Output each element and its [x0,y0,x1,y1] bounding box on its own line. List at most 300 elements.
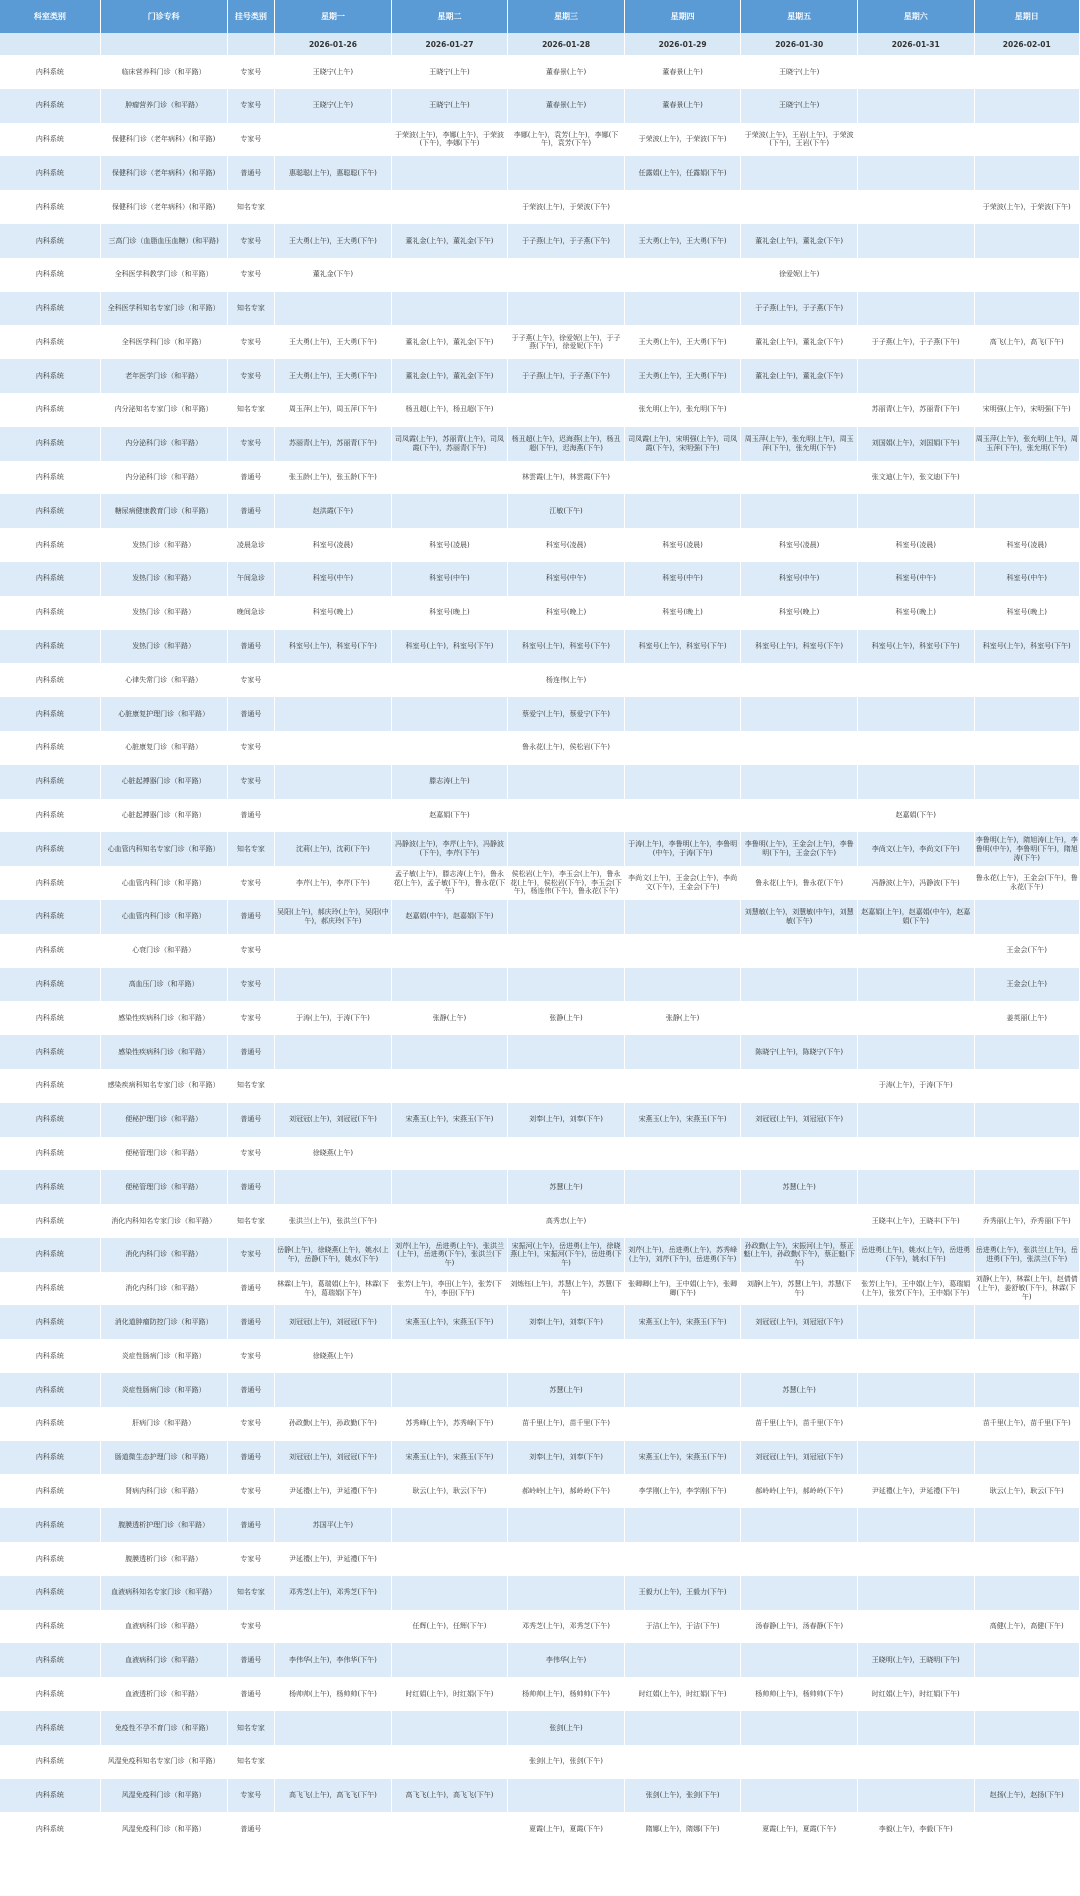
sunday-cell [974,1643,1079,1677]
friday-cell: 刘慧敏(上午)，刘慧敏(中午)，刘慧敏(下午) [741,900,858,934]
tuesday-cell: 苏秀峰(上午)，苏秀峰(下午) [391,1407,508,1441]
thursday-cell [624,1339,741,1373]
monday-cell: 林霖(上午)，葛瑞娟(上午)，林霖(下午)，葛瑞娟(下午) [275,1272,392,1306]
ticket-type-cell: 专家号 [227,934,275,968]
clinic-name-cell: 消化内科知名专家门诊（和平路） [100,1204,227,1238]
tuesday-cell [391,156,508,190]
ticket-type-cell: 专家号 [227,1137,275,1171]
friday-header: 星期五 [741,0,858,33]
ticket-type-cell: 知名专家 [227,292,275,326]
department-cell: 内科系统 [0,427,100,461]
empty-cell [0,1846,100,1884]
department-cell: 内科系统 [0,934,100,968]
saturday-cell [857,1137,974,1171]
wednesday-cell: 刘炼钰(上午)，苏慧(上午)，苏慧(下午) [508,1272,625,1306]
ticket-type-cell: 专家号 [227,258,275,292]
thursday-cell [624,731,741,765]
department-cell: 内科系统 [0,1238,100,1272]
sunday-cell [974,224,1079,258]
friday-cell [741,190,858,224]
clinic-name-cell: 便秘护理门诊（和平路） [100,1103,227,1137]
thursday-cell: 张允明(上午)，张允明(下午) [624,393,741,427]
saturday-cell [857,1711,974,1745]
friday-cell: 董礼金(上午)，董礼金(下午) [741,325,858,359]
thursday-cell [624,663,741,697]
saturday-cell [857,1001,974,1035]
thursday-cell [624,900,741,934]
sunday-cell [974,292,1079,326]
thursday-cell [624,1745,741,1779]
wednesday-cell [508,832,625,866]
sunday-cell [974,1711,1079,1745]
clinic-name-cell: 肝病门诊（和平路） [100,1407,227,1441]
tuesday-cell: 董礼金(上午)，董礼金(下午) [391,359,508,393]
monday-cell: 苏国平(上午) [275,1508,392,1542]
ticket-type-cell: 专家号 [227,1542,275,1576]
monday-cell [275,765,392,799]
saturday-cell: 李尚文(上午)，李尚文(下午) [857,832,974,866]
saturday-cell: 于子燕(上午)，于子燕(下午) [857,325,974,359]
monday-cell [275,731,392,765]
friday-cell: 刘静(上午)，苏慧(上午)，苏慧(下午) [741,1272,858,1306]
table-row [0,359,1080,393]
sunday-cell [974,1170,1079,1204]
clinic-name-cell: 心衰门诊（和平路） [100,934,227,968]
friday-cell: 苏慧(上午) [741,1170,858,1204]
wednesday-cell: 江敏(下午) [508,494,625,528]
clinic-name-cell: 感染疾病科知名专家门诊（和平路） [100,1069,227,1103]
clinic-name-cell: 发热门诊（和平路） [100,630,227,664]
tuesday-cell [391,292,508,326]
monday-cell: 刘冠冠(上午)，刘冠冠(下午) [275,1305,392,1339]
monday-cell: 周玉萍(上午)，周玉萍(下午) [275,393,392,427]
table-row [0,1474,1080,1508]
ticket-type-cell: 专家号 [227,89,275,123]
clinic-name-cell: 全科医学科门诊（和平路） [100,325,227,359]
monday-cell [275,1745,392,1779]
wednesday-cell: 董春景(上午) [508,89,625,123]
tuesday-cell: 孟子敏(上午)，滕志涛(上午)，鲁永花(上午)，孟子敏(下午)，鲁永花(下午) [391,866,508,900]
wednesday-cell [508,765,625,799]
tuesday-cell: 高飞飞(上午)，高飞飞(下午) [391,1779,508,1813]
date-cell: 2026-02-01 [974,33,1079,55]
clinic-name-cell: 内分泌科门诊（和平路） [100,427,227,461]
department-cell: 内科系统 [0,1204,100,1238]
monday-cell: 张玉龄(上午)，张玉龄(下午) [275,461,392,495]
department-cell: 内科系统 [0,1137,100,1171]
thursday-cell: 于洁(上午)，于洁(下午) [624,1610,741,1644]
ticket-type-cell: 专家号 [227,427,275,461]
wednesday-cell: 张剑(上午) [508,1711,625,1745]
thursday-cell [624,1069,741,1103]
thursday-cell: 李学刚(上午)，李学刚(下午) [624,1474,741,1508]
department-cell: 内科系统 [0,1812,100,1846]
wednesday-cell: 科室号(上午)，科室号(下午) [508,630,625,664]
tuesday-cell [391,1339,508,1373]
friday-cell: 科室号(晚上) [741,596,858,630]
department-cell: 内科系统 [0,832,100,866]
saturday-cell [857,1407,974,1441]
clinic-name-cell: 消化内科门诊（和平路） [100,1238,227,1272]
date-cell: 2026-01-27 [391,33,508,55]
tuesday-cell: 科室号(晚上) [391,596,508,630]
friday-cell [741,461,858,495]
monday-cell [275,663,392,697]
ticket-type-cell: 专家号 [227,1779,275,1813]
monday-cell: 李芹(上午)，李芹(下午) [275,866,392,900]
clinic-name-cell: 腹膜透析护理门诊（和平路） [100,1508,227,1542]
ticket-type-header: 挂号类别 [227,0,275,33]
monday-cell [275,968,392,1002]
monday-cell [275,1373,392,1407]
date-cell: 2026-01-30 [741,33,858,55]
tuesday-cell: 耿云(上午)，耿云(下午) [391,1474,508,1508]
table-row [0,1137,1080,1171]
table-row [0,258,1080,292]
tuesday-cell [391,697,508,731]
monday-cell: 惠聪聪(上午)，惠聪聪(下午) [275,156,392,190]
thursday-cell: 董春景(上午) [624,89,741,123]
wednesday-cell: 张剑(上午)，张剑(下午) [508,1745,625,1779]
friday-cell [741,697,858,731]
department-cell: 内科系统 [0,1069,100,1103]
clinic-name-cell: 肾病内科门诊（和平路） [100,1474,227,1508]
sunday-cell [974,1305,1079,1339]
wednesday-cell: 邓秀芝(上午)，邓秀芝(下午) [508,1610,625,1644]
wednesday-cell [508,1035,625,1069]
tuesday-cell [391,1745,508,1779]
tuesday-cell [391,1204,508,1238]
table-row [0,123,1080,157]
wednesday-cell: 刘奉(上午)，刘奉(下午) [508,1103,625,1137]
monday-cell: 王大勇(上午)，王大勇(下午) [275,325,392,359]
monday-cell [275,190,392,224]
department-cell: 内科系统 [0,596,100,630]
tuesday-cell: 王晓宁(上午) [391,89,508,123]
tuesday-cell [391,1373,508,1407]
friday-cell: 科室号(中午) [741,562,858,596]
saturday-cell: 尹延禮(上午)，尹延禮(下午) [857,1474,974,1508]
sunday-cell: 鲁永花(上午)，王金会(下午)，鲁永花(下午) [974,866,1079,900]
sunday-cell [974,1069,1079,1103]
ticket-type-cell: 普通号 [227,799,275,833]
ticket-type-cell: 专家号 [227,1407,275,1441]
wednesday-cell: 蔡爱宁(上午)，蔡爱宁(下午) [508,697,625,731]
department-cell: 内科系统 [0,1339,100,1373]
monday-cell [275,123,392,157]
department-cell: 内科系统 [0,258,100,292]
friday-cell: 苗千里(上午)，苗千里(下午) [741,1407,858,1441]
department-cell: 内科系统 [0,1272,100,1306]
table-row [0,292,1080,326]
department-cell: 内科系统 [0,968,100,1002]
clinic-name-cell: 高血压门诊（和平路） [100,968,227,1002]
sunday-cell: 高健(上午)，高健(下午) [974,1610,1079,1644]
thursday-cell: 司凤霞(上午)，宋明强(上午)，司凤霞(下午)，宋明强(下午) [624,427,741,461]
clinic-name-cell: 心血管内科门诊（和平路） [100,866,227,900]
ticket-type-cell: 专家号 [227,1339,275,1373]
monday-cell: 高飞飞(上午)，高飞飞(下午) [275,1779,392,1813]
friday-cell: 于子燕(上午)，于子燕(下午) [741,292,858,326]
thursday-cell: 于涛(上午)，李鲁明(上午)，李鲁明(中午)，于涛(下午) [624,832,741,866]
saturday-cell: 时红娟(上午)，时红娟(下午) [857,1677,974,1711]
saturday-cell [857,359,974,393]
ticket-type-cell: 专家号 [227,866,275,900]
wednesday-cell [508,1069,625,1103]
tuesday-cell [391,258,508,292]
date-cell [100,33,227,55]
tuesday-cell [391,1137,508,1171]
date-cell: 2026-01-26 [275,33,392,55]
wednesday-cell: 高秀忠(上午) [508,1204,625,1238]
tuesday-cell [391,663,508,697]
monday-cell: 赵洪霞(下午) [275,494,392,528]
friday-cell [741,1643,858,1677]
sunday-cell [974,799,1079,833]
clinic-name-cell: 心脏康复护理门诊（和平路） [100,697,227,731]
clinic-name-cell: 肿瘤营养门诊（和平路） [100,89,227,123]
clinic-name-cell: 血液病科知名专家门诊（和平路） [100,1576,227,1610]
sunday-cell [974,156,1079,190]
clinic-name-cell: 感染性疾病科门诊（和平路） [100,1035,227,1069]
ticket-type-cell: 普通号 [227,1643,275,1677]
table-row [0,596,1080,630]
wednesday-cell [508,968,625,1002]
clinic-name-cell: 消化内科门诊（和平路） [100,1272,227,1306]
sunday-cell [974,1441,1079,1475]
ticket-type-cell: 知名专家 [227,1711,275,1745]
wednesday-cell [508,393,625,427]
department-cell: 内科系统 [0,393,100,427]
saturday-cell: 张芳(上午)，王中娟(上午)，葛瑞娟(上午)，张芳(下午)，王中娟(下午) [857,1272,974,1306]
saturday-header: 星期六 [857,0,974,33]
wednesday-cell: 科室号(中午) [508,562,625,596]
table-row [0,1677,1080,1711]
clinic-name-cell: 肠道微生态护理门诊（和平路） [100,1441,227,1475]
sunday-cell [974,663,1079,697]
table-row [0,697,1080,731]
sunday-cell [974,1576,1079,1610]
clinic-name-cell: 糖尿病健康教育门诊（和平路） [100,494,227,528]
friday-cell [741,968,858,1002]
saturday-cell: 科室号(凌晨) [857,528,974,562]
sunday-cell [974,731,1079,765]
sunday-cell [974,55,1079,89]
friday-cell: 董礼金(上午)，董礼金(下午) [741,224,858,258]
sunday-cell [974,1745,1079,1779]
saturday-cell: 科室号(晚上) [857,596,974,630]
sunday-cell [974,1373,1079,1407]
saturday-cell [857,663,974,697]
table-row [0,1812,1080,1846]
date-cell [227,33,275,55]
sunday-cell: 科室号(凌晨) [974,528,1079,562]
wednesday-cell [508,1576,625,1610]
clinic-name-cell: 便秘管理门诊（和平路） [100,1170,227,1204]
friday-cell: 苏慧(上午) [741,1373,858,1407]
table-row [0,1035,1080,1069]
ticket-type-cell: 普通号 [227,1272,275,1306]
sunday-cell [974,1508,1079,1542]
thursday-cell [624,1137,741,1171]
friday-cell: 科室号(上午)，科室号(下午) [741,630,858,664]
saturday-cell: 赵嘉娟(下午) [857,799,974,833]
department-cell: 内科系统 [0,1373,100,1407]
friday-cell [741,393,858,427]
saturday-cell [857,1103,974,1137]
ticket-type-cell: 专家号 [227,1001,275,1035]
sunday-cell: 刘静(上午)，林霖(上午)，赵倩倩(上午)，姜舒敏(下午)，林霖(下午) [974,1272,1079,1306]
sunday-cell [974,359,1079,393]
saturday-cell [857,55,974,89]
clinic-name-cell: 心脏起搏器门诊（和平路） [100,799,227,833]
tuesday-header: 星期二 [391,0,508,33]
clinic-name-cell: 风湿免疫科知名专家门诊（和平路） [100,1745,227,1779]
date-cell: 2026-01-29 [624,33,741,55]
empty-cell [391,1846,508,1884]
department-cell: 内科系统 [0,1170,100,1204]
tuesday-cell: 科室号(上午)，科室号(下午) [391,630,508,664]
date-cell [0,33,100,55]
monday-cell [275,1170,392,1204]
table-row [0,55,1080,89]
tuesday-cell: 于荣波(上午)，李娜(上午)，于荣波(下午)，李娜(下午) [391,123,508,157]
sunday-cell: 乔秀丽(上午)，乔秀丽(下午) [974,1204,1079,1238]
ticket-type-cell: 普通号 [227,1677,275,1711]
table-row [0,765,1080,799]
saturday-cell [857,494,974,528]
table-row [0,1745,1080,1779]
clinic-name-cell: 便秘管理门诊（和平路） [100,1137,227,1171]
sunday-header: 星期日 [974,0,1079,33]
table-row [0,427,1080,461]
saturday-cell [857,1441,974,1475]
ticket-type-cell: 专家号 [227,325,275,359]
sunday-cell [974,900,1079,934]
saturday-cell [857,1610,974,1644]
saturday-cell [857,697,974,731]
saturday-cell: 张文迪(上午)，张文迪(下午) [857,461,974,495]
thursday-cell [624,1542,741,1576]
thursday-cell: 董春景(上午) [624,55,741,89]
empty-cell [227,1846,275,1884]
saturday-cell: 岳进勇(上午)，姚水(上午)，岳进勇(下午)，姚水(下午) [857,1238,974,1272]
sunday-cell: 赵扬(上午)，赵扬(下午) [974,1779,1079,1813]
table-row [0,832,1080,866]
saturday-cell: 科室号(上午)，科室号(下午) [857,630,974,664]
department-header: 科室类别 [0,0,100,33]
thursday-cell: 科室号(凌晨) [624,528,741,562]
saturday-cell [857,968,974,1002]
schedule-body [0,55,1080,1884]
wednesday-cell: 杨帅帅(上午)，杨帅帅(下午) [508,1677,625,1711]
monday-cell: 吴阳(上午)，郝庆玲(上午)，吴阳(中午)，郝庆玲(下午) [275,900,392,934]
friday-cell [741,1204,858,1238]
monday-cell: 刘冠冠(上午)，刘冠冠(下午) [275,1103,392,1137]
ticket-type-cell: 专家号 [227,1610,275,1644]
saturday-cell: 赵嘉娟(上午)，赵嘉娟(中午)，赵嘉娟(下午) [857,900,974,934]
friday-cell [741,799,858,833]
thursday-cell: 张静(上午) [624,1001,741,1035]
ticket-type-cell: 普通号 [227,1373,275,1407]
ticket-type-cell: 普通号 [227,1035,275,1069]
tuesday-cell: 科室号(凌晨) [391,528,508,562]
sunday-cell [974,765,1079,799]
thursday-cell: 王毅力(上午)，王毅力(下午) [624,1576,741,1610]
ticket-type-cell: 知名专家 [227,393,275,427]
wednesday-cell [508,900,625,934]
clinic-name-cell: 消化道肿瘤防控门诊（和平路） [100,1305,227,1339]
table-row [0,562,1080,596]
friday-cell: 夏霞(上午)，夏霞(下午) [741,1812,858,1846]
tuesday-cell [391,968,508,1002]
department-cell: 内科系统 [0,1711,100,1745]
wednesday-cell [508,1339,625,1373]
table-row [0,1204,1080,1238]
saturday-cell [857,224,974,258]
friday-cell [741,934,858,968]
saturday-cell [857,89,974,123]
wednesday-cell: 宋振河(上午)，岳进勇(上午)，徐晓燕(上午)，宋振河(下午)，岳进勇(下午) [508,1238,625,1272]
tuesday-cell: 科室号(中午) [391,562,508,596]
friday-cell [741,731,858,765]
tuesday-cell [391,1170,508,1204]
clinic-name-cell: 心血管内科知名专家门诊（和平路） [100,832,227,866]
wednesday-cell [508,1137,625,1171]
saturday-cell [857,292,974,326]
thursday-cell: 张剑(上午)，张剑(下午) [624,1779,741,1813]
monday-cell: 王晓宁(上午) [275,55,392,89]
sunday-cell: 宋明强(上午)，宋明强(下午) [974,393,1079,427]
table-row [0,900,1080,934]
ticket-type-cell: 普通号 [227,900,275,934]
wednesday-cell: 郝岭岭(上午)，郝岭岭(下午) [508,1474,625,1508]
table-row [0,1373,1080,1407]
clinic-name-cell: 三高门诊（血脂血压血糖）(和平路) [100,224,227,258]
thursday-cell: 隋娜(上午)，隋娜(下午) [624,1812,741,1846]
clinic-name-cell: 血液病科门诊（和平路） [100,1610,227,1644]
friday-cell: 于荣波(上午)，王岩(上午)，于荣波(下午)，王岩(下午) [741,123,858,157]
friday-cell [741,1745,858,1779]
wednesday-cell [508,799,625,833]
department-cell: 内科系统 [0,866,100,900]
monday-cell [275,697,392,731]
friday-cell: 科室号(凌晨) [741,528,858,562]
friday-cell: 李鲁明(上午)，王金会(上午)，李鲁明(下午)，王金会(下午) [741,832,858,866]
ticket-type-cell: 知名专家 [227,832,275,866]
thursday-cell [624,1407,741,1441]
monday-cell [275,1812,392,1846]
tuesday-cell: 刘芹(上午)，岳进勇(上午)，张洪兰(上午)，岳进勇(下午)，张洪兰(下午) [391,1238,508,1272]
department-cell: 内科系统 [0,1779,100,1813]
monday-cell: 王大勇(上午)，王大勇(下午) [275,359,392,393]
ticket-type-cell: 专家号 [227,1238,275,1272]
table-row [0,1170,1080,1204]
clinic-name-cell: 临床营养科门诊（和平路） [100,55,227,89]
thursday-cell: 王大勇(上午)，王大勇(下午) [624,325,741,359]
friday-cell [741,1001,858,1035]
sunday-cell: 于荣波(上午)，于荣波(下午) [974,190,1079,224]
friday-cell: 杨帅帅(上午)，杨帅帅(下午) [741,1677,858,1711]
tuesday-cell: 宋燕玉(上午)，宋燕玉(下午) [391,1305,508,1339]
monday-cell [275,799,392,833]
sunday-cell: 周玉萍(上午)，张允明(上午)，周玉萍(下午)，张允明(下午) [974,427,1079,461]
table-row [0,1069,1080,1103]
clinic-name-cell: 内分泌科门诊（和平路） [100,461,227,495]
department-cell: 内科系统 [0,292,100,326]
ticket-type-cell: 普通号 [227,156,275,190]
thursday-cell [624,1508,741,1542]
